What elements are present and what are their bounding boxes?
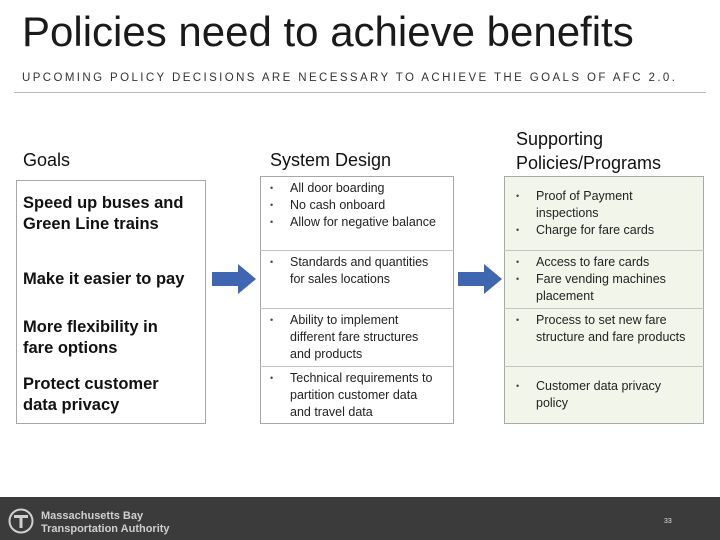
row-divider: [260, 308, 454, 309]
goal-row-4: [23, 374, 159, 416]
goal-row-3: [23, 317, 158, 359]
policy-cell-3: [516, 312, 696, 346]
list-item: • Customer data privacy policy: [516, 378, 696, 412]
list-item: • Process to set new fare structure and fare products: [516, 312, 696, 346]
list-item: • All door boarding: [270, 180, 448, 197]
header-supporting-policies: [516, 127, 661, 175]
list-item: • Allow for negative balance: [270, 214, 448, 231]
goal-text: data privacy: [23, 396, 120, 414]
design-cell-4: [270, 370, 440, 421]
right-arrow-icon: [212, 264, 256, 294]
slide-subtitle: UPCOMING POLICY DECISIONS ARE NECESSARY TO ACHIEVE THE GOALS OF AFC 2.0.: [22, 72, 678, 84]
policy-cell-4: [516, 378, 696, 412]
slide-title: Policies need to achieve benefits: [22, 8, 634, 55]
goal-text: Green Line trains: [23, 215, 159, 233]
mbta-logo-icon: [8, 508, 34, 534]
page-number: 33: [664, 518, 672, 525]
goal-text: More flexibility in: [23, 318, 158, 336]
list-item: • No cash onboard: [270, 197, 448, 214]
list-item: • Ability to implement different fare structures and products: [270, 312, 440, 363]
list-item: • Standards and quantities for sales locations: [270, 254, 440, 288]
list-item: • Proof of Payment inspections: [516, 188, 696, 222]
header-goals: Goals: [23, 150, 71, 170]
design-cell-3: [270, 312, 440, 363]
goal-text: Make it easier to pay: [23, 270, 185, 288]
title-divider: [14, 92, 706, 93]
right-arrow-icon: [458, 264, 502, 294]
list-item: • Access to fare cards: [516, 254, 696, 271]
goal-text: Speed up buses and: [23, 194, 184, 212]
policy-cell-2: [516, 254, 696, 305]
goal-text: Protect customer: [23, 375, 159, 393]
footer-org-line: Massachusetts Bay: [41, 510, 144, 522]
row-divider: [504, 250, 704, 251]
goal-row-2: [23, 269, 184, 290]
list-item: • Fare vending machines placement: [516, 271, 696, 305]
goal-row-1: [23, 193, 183, 235]
row-divider: [260, 366, 454, 367]
design-cell-2: [270, 254, 440, 288]
row-divider: [504, 366, 704, 367]
list-item: • Technical requirements to partition customer data and travel data: [270, 370, 440, 421]
design-cell-1: [270, 180, 448, 231]
list-item: • Charge for fare cards: [516, 222, 696, 239]
header-supporting-line1: Supporting: [516, 129, 604, 149]
footer-org-line: Transportation Authority: [41, 523, 170, 535]
row-divider: [504, 308, 704, 309]
goal-text: fare options: [23, 339, 118, 357]
header-supporting-line2: Policies/Programs: [516, 153, 662, 173]
footer-org-name: [41, 510, 170, 536]
header-system-design: System Design: [270, 150, 392, 170]
row-divider: [260, 250, 454, 251]
policy-cell-1: [516, 188, 696, 239]
